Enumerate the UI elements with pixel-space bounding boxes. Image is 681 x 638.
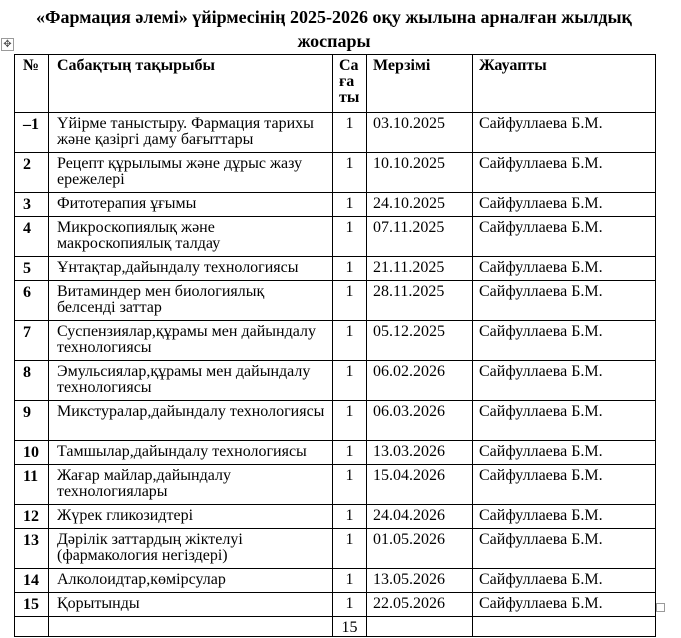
row-hours: 1 [333, 257, 367, 281]
document-title: «Фармация әлемі» үйірмесінің 2025-2026 оқу жылына арналған жылдық жоспары [36, 7, 632, 51]
annual-plan-table [14, 54, 656, 637]
table-row [15, 401, 656, 441]
row-date: 03.10.2025 [367, 113, 473, 153]
row-hours: 1 [333, 569, 367, 593]
row-num: 15 [15, 593, 49, 617]
row-topic: Витаминдер мен биологиялық белсенді заттар [49, 281, 333, 321]
row-responsible: Сайфуллаева Б.М. [473, 257, 656, 281]
row-date: 28.11.2025 [367, 281, 473, 321]
row-date: 22.05.2026 [367, 593, 473, 617]
row-date: 13.03.2026 [367, 441, 473, 465]
total-empty-num [15, 617, 49, 637]
total-empty-responsible [473, 617, 656, 637]
header-hours: Са ға ты [333, 55, 367, 113]
row-date: 24.10.2025 [367, 193, 473, 217]
table-move-handle-icon[interactable]: ✥ [1, 38, 14, 51]
header-responsible: Жауапты [473, 55, 656, 113]
row-num: –1 [15, 113, 49, 153]
row-num: 10 [15, 441, 49, 465]
table-row [15, 217, 656, 257]
row-topic: Дәрілік заттардың жіктелуі (фармакология негіздері) [49, 529, 333, 569]
row-hours: 1 [333, 361, 367, 401]
row-responsible: Сайфуллаева Б.М. [473, 401, 656, 441]
row-num: 12 [15, 505, 49, 529]
row-topic: Микстуралар,дайындалу технологиясы [49, 401, 333, 441]
header-topic: Сабақтың тақырыбы [49, 55, 333, 113]
total-empty-topic [49, 617, 333, 637]
row-responsible: Сайфуллаева Б.М. [473, 153, 656, 193]
row-hours: 1 [333, 153, 367, 193]
row-responsible: Сайфуллаева Б.М. [473, 193, 656, 217]
total-empty-date [367, 617, 473, 637]
row-topic: Рецепт құрылымы және дұрыс жазу ережелері [49, 153, 333, 193]
row-responsible: Сайфуллаева Б.М. [473, 569, 656, 593]
row-topic: Тамшылар,дайындалу технологиясы [49, 441, 333, 465]
row-num: 3 [15, 193, 49, 217]
table-row [15, 569, 656, 593]
row-num: 14 [15, 569, 49, 593]
row-date: 13.05.2026 [367, 569, 473, 593]
row-responsible: Сайфуллаева Б.М. [473, 321, 656, 361]
row-hours: 1 [333, 281, 367, 321]
row-num: 2 [15, 153, 49, 193]
row-date: 06.02.2026 [367, 361, 473, 401]
row-responsible: Сайфуллаева Б.М. [473, 593, 656, 617]
row-date: 01.05.2026 [367, 529, 473, 569]
row-hours: 1 [333, 529, 367, 569]
row-hours: 1 [333, 321, 367, 361]
table-row [15, 441, 656, 465]
row-num: 9 [15, 401, 49, 441]
row-topic: Үйірме таныстыру. Фармация тарихы және қазіргі даму бағыттары [49, 113, 333, 153]
row-date: 15.04.2026 [367, 465, 473, 505]
table-row [15, 153, 656, 193]
table-row [15, 361, 656, 401]
header-num: № [15, 55, 49, 113]
row-num: 8 [15, 361, 49, 401]
row-responsible: Сайфуллаева Б.М. [473, 505, 656, 529]
row-responsible: Сайфуллаева Б.М. [473, 465, 656, 505]
row-topic: Алколоидтар,көмірсулар [49, 569, 333, 593]
row-topic: Эмульсиялар,құрамы мен дайындалу технологиясы [49, 361, 333, 401]
row-num: 11 [15, 465, 49, 505]
row-num: 7 [15, 321, 49, 361]
row-topic: Фитотерапия ұғымы [49, 193, 333, 217]
total-row [15, 617, 656, 637]
row-topic: Микроскопиялық және макроскопиялық талдау [49, 217, 333, 257]
row-topic: Ұнтақтар,дайындалу технологиясы [49, 257, 333, 281]
row-hours: 1 [333, 217, 367, 257]
row-num: 6 [15, 281, 49, 321]
table-row [15, 113, 656, 153]
table-resize-handle-icon[interactable] [656, 603, 665, 612]
row-responsible: Сайфуллаева Б.М. [473, 113, 656, 153]
row-num: 13 [15, 529, 49, 569]
table-row [15, 529, 656, 569]
row-responsible: Сайфуллаева Б.М. [473, 361, 656, 401]
row-responsible: Сайфуллаева Б.М. [473, 217, 656, 257]
row-hours: 1 [333, 505, 367, 529]
table-row [15, 505, 656, 529]
row-date: 05.12.2025 [367, 321, 473, 361]
row-topic: Қорытынды [49, 593, 333, 617]
row-date: 21.11.2025 [367, 257, 473, 281]
row-hours: 1 [333, 441, 367, 465]
table-header-row [15, 55, 656, 113]
row-num: 5 [15, 257, 49, 281]
row-hours: 1 [333, 193, 367, 217]
row-topic: Жағар майлар,дайындалу технологиялары [49, 465, 333, 505]
row-date: 07.11.2025 [367, 217, 473, 257]
row-hours: 1 [333, 401, 367, 441]
table-row [15, 193, 656, 217]
row-hours: 1 [333, 113, 367, 153]
row-responsible: Сайфуллаева Б.М. [473, 281, 656, 321]
table-row [15, 257, 656, 281]
row-topic: Жүрек гликозидтері [49, 505, 333, 529]
total-hours: 15 [333, 617, 367, 637]
table-body [15, 113, 656, 617]
row-date: 24.04.2026 [367, 505, 473, 529]
row-hours: 1 [333, 465, 367, 505]
row-num: 4 [15, 217, 49, 257]
table-row [15, 321, 656, 361]
row-responsible: Сайфуллаева Б.М. [473, 529, 656, 569]
row-date: 06.03.2026 [367, 401, 473, 441]
row-responsible: Сайфуллаева Б.М. [473, 441, 656, 465]
row-topic: Суспензиялар,құрамы мен дайындалу технологиясы [49, 321, 333, 361]
table-row [15, 465, 656, 505]
header-date: Мерзімі [367, 55, 473, 113]
table-row [15, 593, 656, 617]
table-row [15, 281, 656, 321]
row-date: 10.10.2025 [367, 153, 473, 193]
row-hours: 1 [333, 593, 367, 617]
